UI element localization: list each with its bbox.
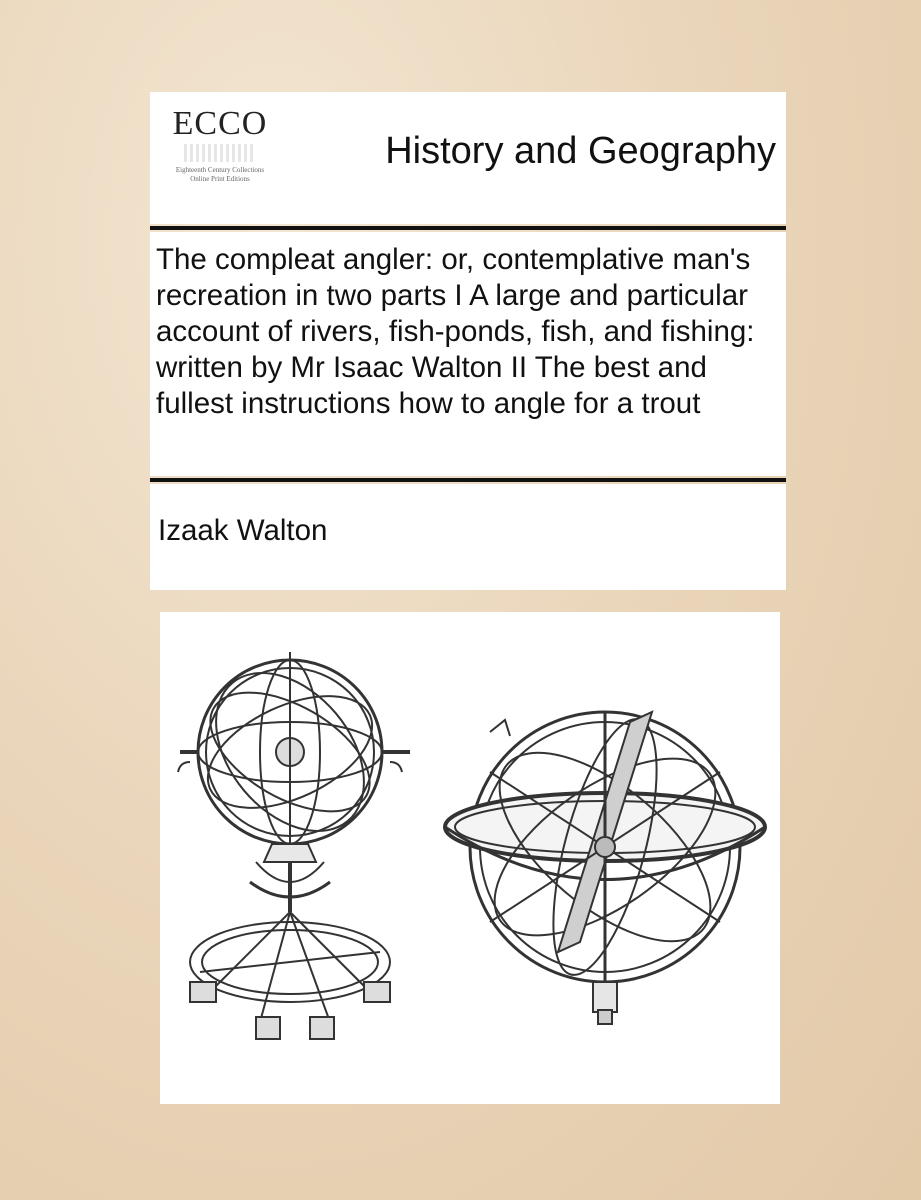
series-title: History and Geography: [385, 130, 776, 172]
left-armillary-sphere: [178, 644, 410, 1039]
header-panel: [150, 92, 786, 224]
book-author: Izaak Walton: [158, 514, 328, 547]
logo-mark: ECCO: [172, 105, 268, 142]
title-panel: [150, 232, 786, 476]
book-title: The compleat angler: or, contemplative man's recreation in two parts I A large and particular account of rivers, fish-ponds, fish, and fishing: written by Mr Isaac Walton II The best and fullest instructions how to angle for a trout: [156, 243, 755, 420]
illustration-panel: [160, 612, 780, 1104]
ecco-logo: [172, 106, 268, 214]
author-panel: [150, 484, 786, 590]
armillary-spheres-illustration: [160, 612, 780, 1104]
right-armillary-sphere: [445, 709, 765, 1024]
logo-stripes: [184, 144, 256, 162]
divider-rule: [150, 478, 786, 482]
divider-rule: [150, 226, 786, 230]
logo-subtitle: Eighteenth Century Collections Online Print Editions: [175, 166, 265, 183]
